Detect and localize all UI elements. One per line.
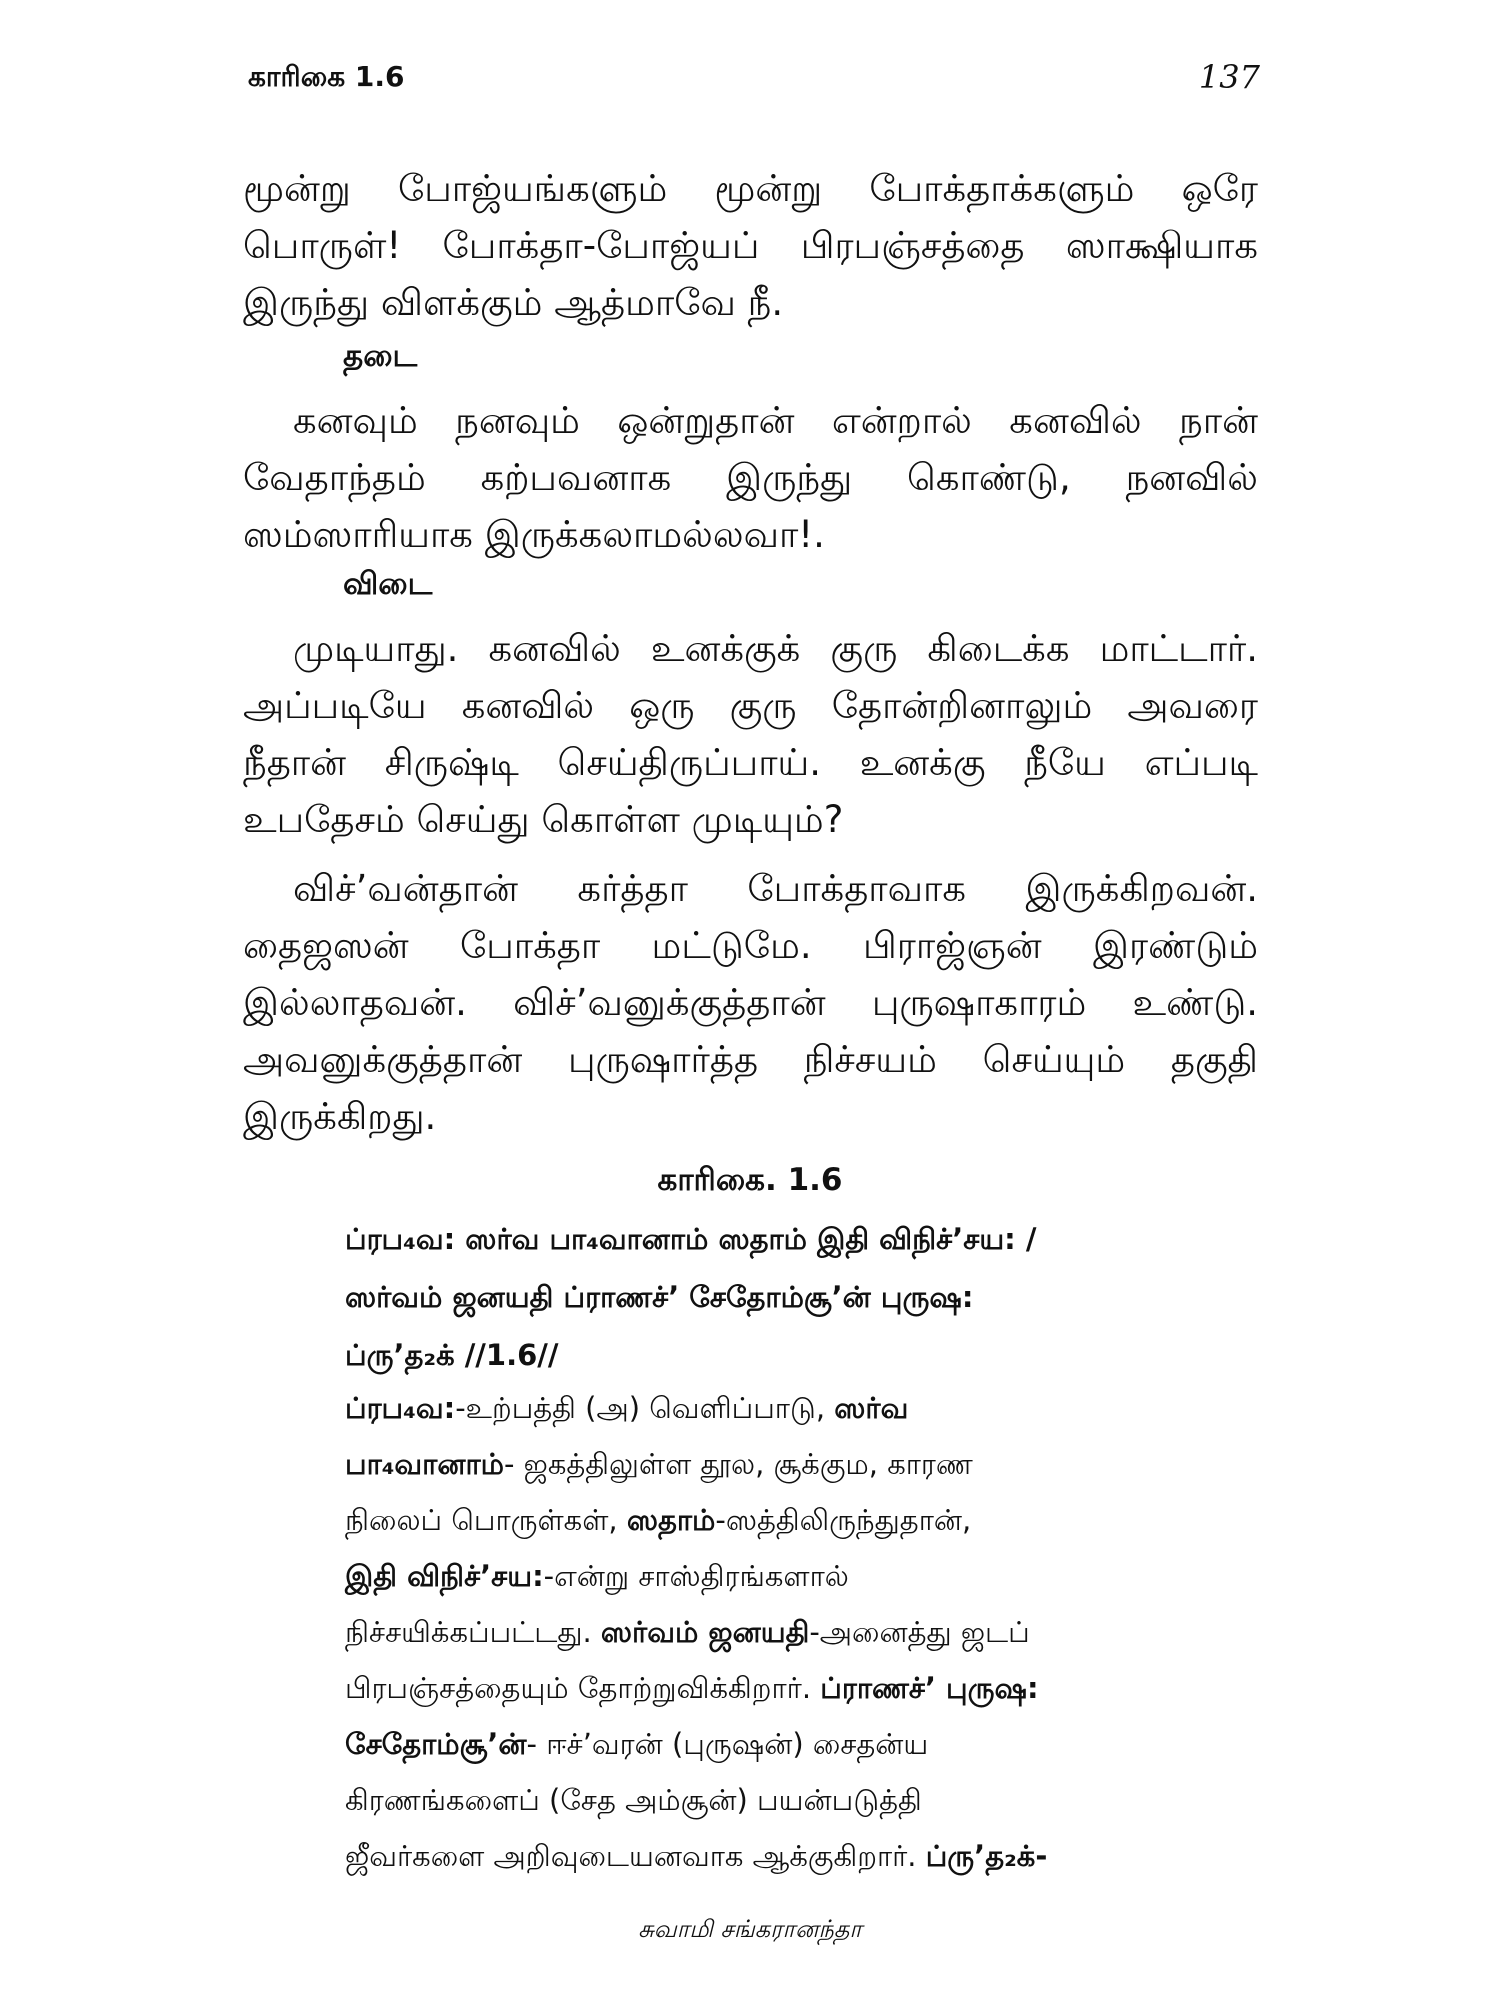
paragraph-4: [243, 860, 1258, 1145]
gloss-line: [345, 1604, 1260, 1660]
heading-answer: விடை: [343, 566, 433, 602]
text-line: முடியாது. கனவில் உனக்குக் குரு கிடைக்க மாட்டார்.: [293, 627, 1258, 670]
gloss-term: சேதோம்சூ’ன்: [345, 1727, 527, 1761]
gloss-line: [345, 1492, 1260, 1548]
gloss-line: [345, 1380, 1260, 1436]
gloss-meaning: - ஈச்’வரன் (புருஷன்) சைதன்ய: [526, 1727, 929, 1761]
gloss-meaning: கிரணங்களைப் (சேத அம்சூன்) பயன்படுத்தி: [345, 1783, 922, 1817]
gloss-line: [345, 1828, 1260, 1884]
heading-objection: தடை: [343, 338, 418, 374]
gloss-line: [345, 1716, 1260, 1772]
text-line: வேதாந்தம் கற்பவனாக இருந்து கொண்டு, நனவில்: [243, 456, 1258, 499]
gloss-line: [345, 1548, 1260, 1604]
gloss-meaning: -அனைத்து ஜடப்: [809, 1615, 1030, 1649]
text-line: இருந்து விளக்கும் ஆத்மாவே நீ.: [243, 281, 784, 324]
gloss-term: ஸர்வம் ஜனயதி: [600, 1615, 810, 1649]
gloss-meaning: நிச்சயிக்கப்பட்டது.: [345, 1615, 601, 1649]
gloss-line: [345, 1772, 1260, 1828]
text-line: இல்லாதவன். விச்’வனுக்குத்தான் புருஷாகாரம் உண்டு.: [243, 981, 1258, 1024]
text-line: உபதேசம் செய்து கொள்ள முடியும்?: [243, 798, 844, 841]
running-header-section: காரிகை 1.6: [248, 60, 405, 93]
gloss-meaning: நிலைப் பொருள்கள்,: [345, 1503, 627, 1537]
text-line: பொருள்! போக்தா-போஜ்யப் பிரபஞ்சத்தை ஸாக்ஷியாக: [243, 224, 1258, 267]
gloss-meaning: -என்று சாஸ்திரங்களால்: [543, 1559, 849, 1593]
sanskrit-verse: [345, 1210, 1245, 1384]
gloss-term: ப்ரு’த₂க்-: [925, 1839, 1048, 1873]
karikai-heading: காரிகை. 1.6: [657, 1162, 843, 1198]
text-line: தைஜஸன் போக்தா மட்டுமே. பிராஜ்ஞன் இரண்டும்: [243, 924, 1258, 967]
gloss-term: ஸதாம்: [626, 1503, 716, 1537]
text-line: ஸம்ஸாரியாக இருக்கலாமல்லவா!.: [243, 513, 825, 556]
gloss-term: ப்ராணச்’ புருஷ:: [820, 1671, 1039, 1705]
text-line: விச்’வன்தான் கர்த்தா போக்தாவாக இருக்கிறவன்.: [293, 867, 1258, 910]
text-line: அவனுக்குத்தான் புருஷார்த்த நிச்சயம் செய்யும் தகுதி: [243, 1038, 1258, 1081]
paragraph-1: [243, 160, 1258, 331]
page-number: 137: [1198, 58, 1260, 96]
text-line: கனவும் நனவும் ஒன்றுதான் என்றால் கனவில் நான்: [293, 399, 1258, 442]
verse-line: ப்ரு’த₂க் //1.6//: [345, 1338, 559, 1372]
gloss-term: ப்ரப₄வ:: [345, 1391, 456, 1425]
gloss-term: இதி விநிச்’சய:: [345, 1559, 544, 1593]
gloss-meaning: -உற்பத்தி (அ) வெளிப்பாடு,: [455, 1391, 835, 1425]
gloss-term: பா₄வானாம்: [345, 1447, 504, 1481]
text-line: மூன்று போஜ்யங்களும் மூன்று போக்தாக்களும் ஒரே: [243, 167, 1258, 210]
text-line: இருக்கிறது.: [243, 1095, 437, 1138]
gloss-term: ஸர்வ: [834, 1391, 909, 1425]
gloss-meaning: ஜீவர்களை அறிவுடையனவாக ஆக்குகிறார்.: [345, 1839, 926, 1873]
paragraph-2: [243, 392, 1258, 563]
gloss-line: [345, 1660, 1260, 1716]
running-footer-author: சுவாமி சங்கரானந்தா: [638, 1915, 862, 1943]
gloss-meaning: பிரபஞ்சத்தையும் தோற்றுவிக்கிறார்.: [345, 1671, 821, 1705]
verse-line: ஸர்வம் ஜனயதி ப்ராணச்’ சேதோம்சூ’ன் புருஷ:: [345, 1280, 974, 1314]
paragraph-3: [243, 620, 1258, 848]
text-line: நீதான் சிருஷ்டி செய்திருப்பாய். உனக்கு நீயே எப்படி: [243, 741, 1258, 784]
verse-line: ப்ரப₄வ: ஸர்வ பா₄வானாம் ஸதாம் இதி விநிச்’சய: /: [345, 1222, 1037, 1256]
word-gloss: [345, 1380, 1260, 1884]
gloss-meaning: - ஜகத்திலுள்ள தூல, சூக்கும, காரண: [503, 1447, 973, 1481]
gloss-meaning: -ஸத்திலிருந்துதான்,: [715, 1503, 972, 1537]
gloss-line: [345, 1436, 1260, 1492]
text-line: அப்படியே கனவில் ஒரு குரு தோன்றினாலும் அவரை: [243, 684, 1258, 727]
